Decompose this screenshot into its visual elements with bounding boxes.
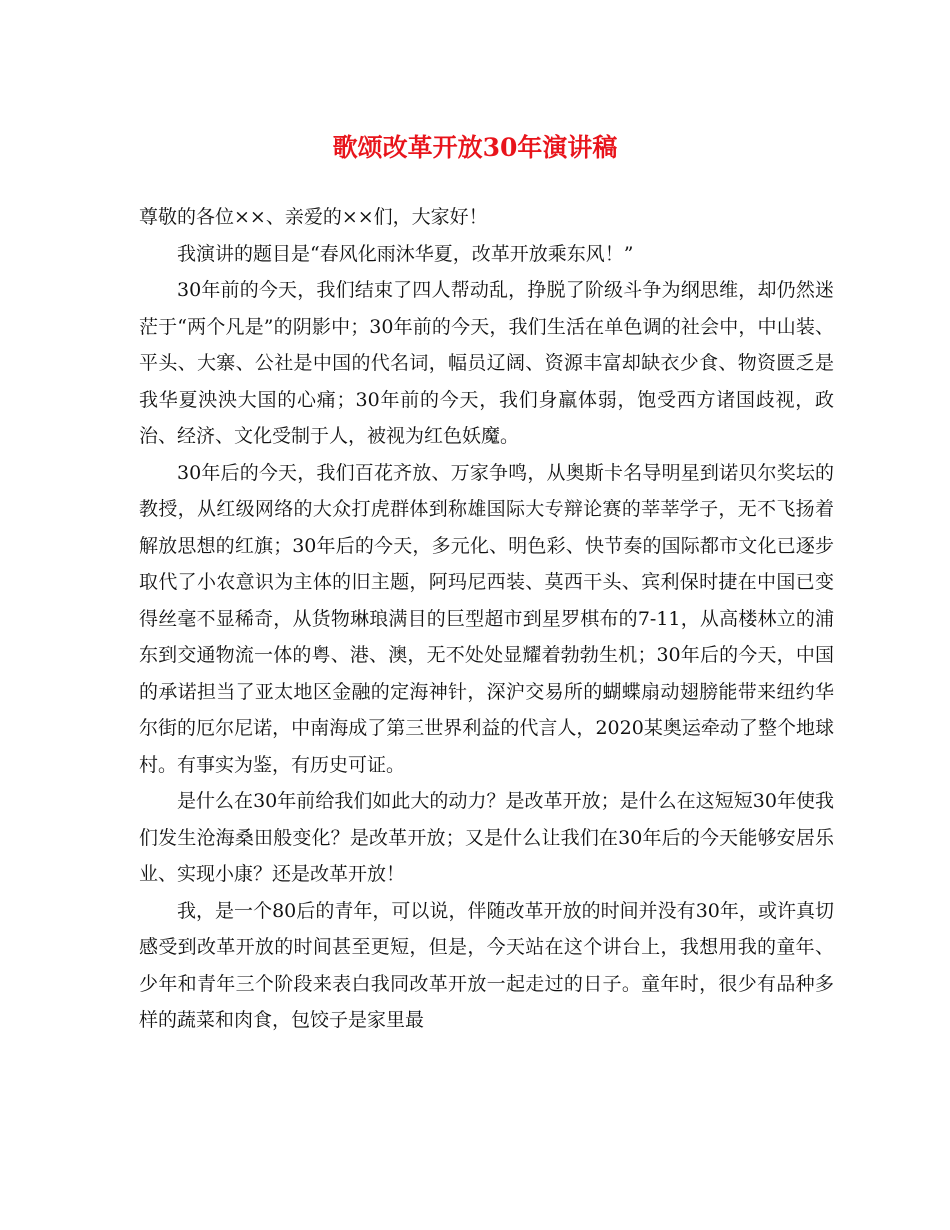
- paragraph-greeting: 尊敬的各位××、亲爱的××们，大家好！: [139, 206, 488, 228]
- paragraph-topic: 我演讲的题目是“春风化雨沐华夏，改革开放乘东风！”: [177, 242, 634, 265]
- paragraph-reform-question: 是什么在30年前给我们如此大的动力？是改革开放；是什么在这短短30年使我们发生沧海桑田般变化？是改革开放；又是什么让我们在30年后的今天能够安居乐业、实现小康？还是改革开放！: [139, 790, 834, 885]
- paragraph-30-years-ago: 30年前的今天，我们结束了四人帮动乱，挣脱了阶级斗争为纲思维，却仍然迷茫于“两个凡是”的阴影中；30年前的今天，我们生活在单色调的社会中，中山装、平头、大寨、公社是中国的代名词，幅员辽阔、资源丰富却缺衣少食、物资匮乏是我华夏泱泱大国的心痛；30年前的今天，我们身羸体弱，饱受西方诸国歧视，政治、经济、文化受制于人，被视为红色妖魔。: [139, 279, 834, 447]
- paragraph-personal: 我，是一个80后的青年，可以说，伴随改革开放的时间并没有30年，或许真切感受到改革开放的时间甚至更短，但是，今天站在这个讲台上，我想用我的童年、少年和青年三个阶段来表白我同改革开放一起走过的日子。童年时，很少有品种多样的蔬菜和肉食，包饺子是家里最: [139, 899, 834, 1031]
- document-title: 歌颂改革开放30年演讲稿: [332, 133, 618, 162]
- document-body: [139, 199, 834, 1039]
- paragraph-30-years-later: 30年后的今天，我们百花齐放、万家争鸣，从奥斯卡名导明星到诺贝尔奖坛的教授，从红级网络的大众打虎群体到称雄国际大专辩论赛的莘莘学子，无不飞扬着解放思想的红旗；30年后的今天，多元化、明色彩、快节奏的国际都市文化已逐步取代了小农意识为主体的旧主题，阿玛尼西装、莫西干头、宾利保时捷在中国已变得丝毫不显稀奇，从货物琳琅满目的巨型超市到星罗棋布的7-11，从高楼林立的浦东到交通物流一体的粤、港、澳，无不处处显耀着勃勃生机；30年后的今天，中国的承诺担当了亚太地区金融的定海神针，深沪交易所的蝴蝶扇动翅膀能带来纽约华尔街的厄尔尼诺，中南海成了第三世界利益的代言人，2020某奥运牵动了整个地球村。有事实为鉴，有历史可证。: [139, 461, 834, 776]
